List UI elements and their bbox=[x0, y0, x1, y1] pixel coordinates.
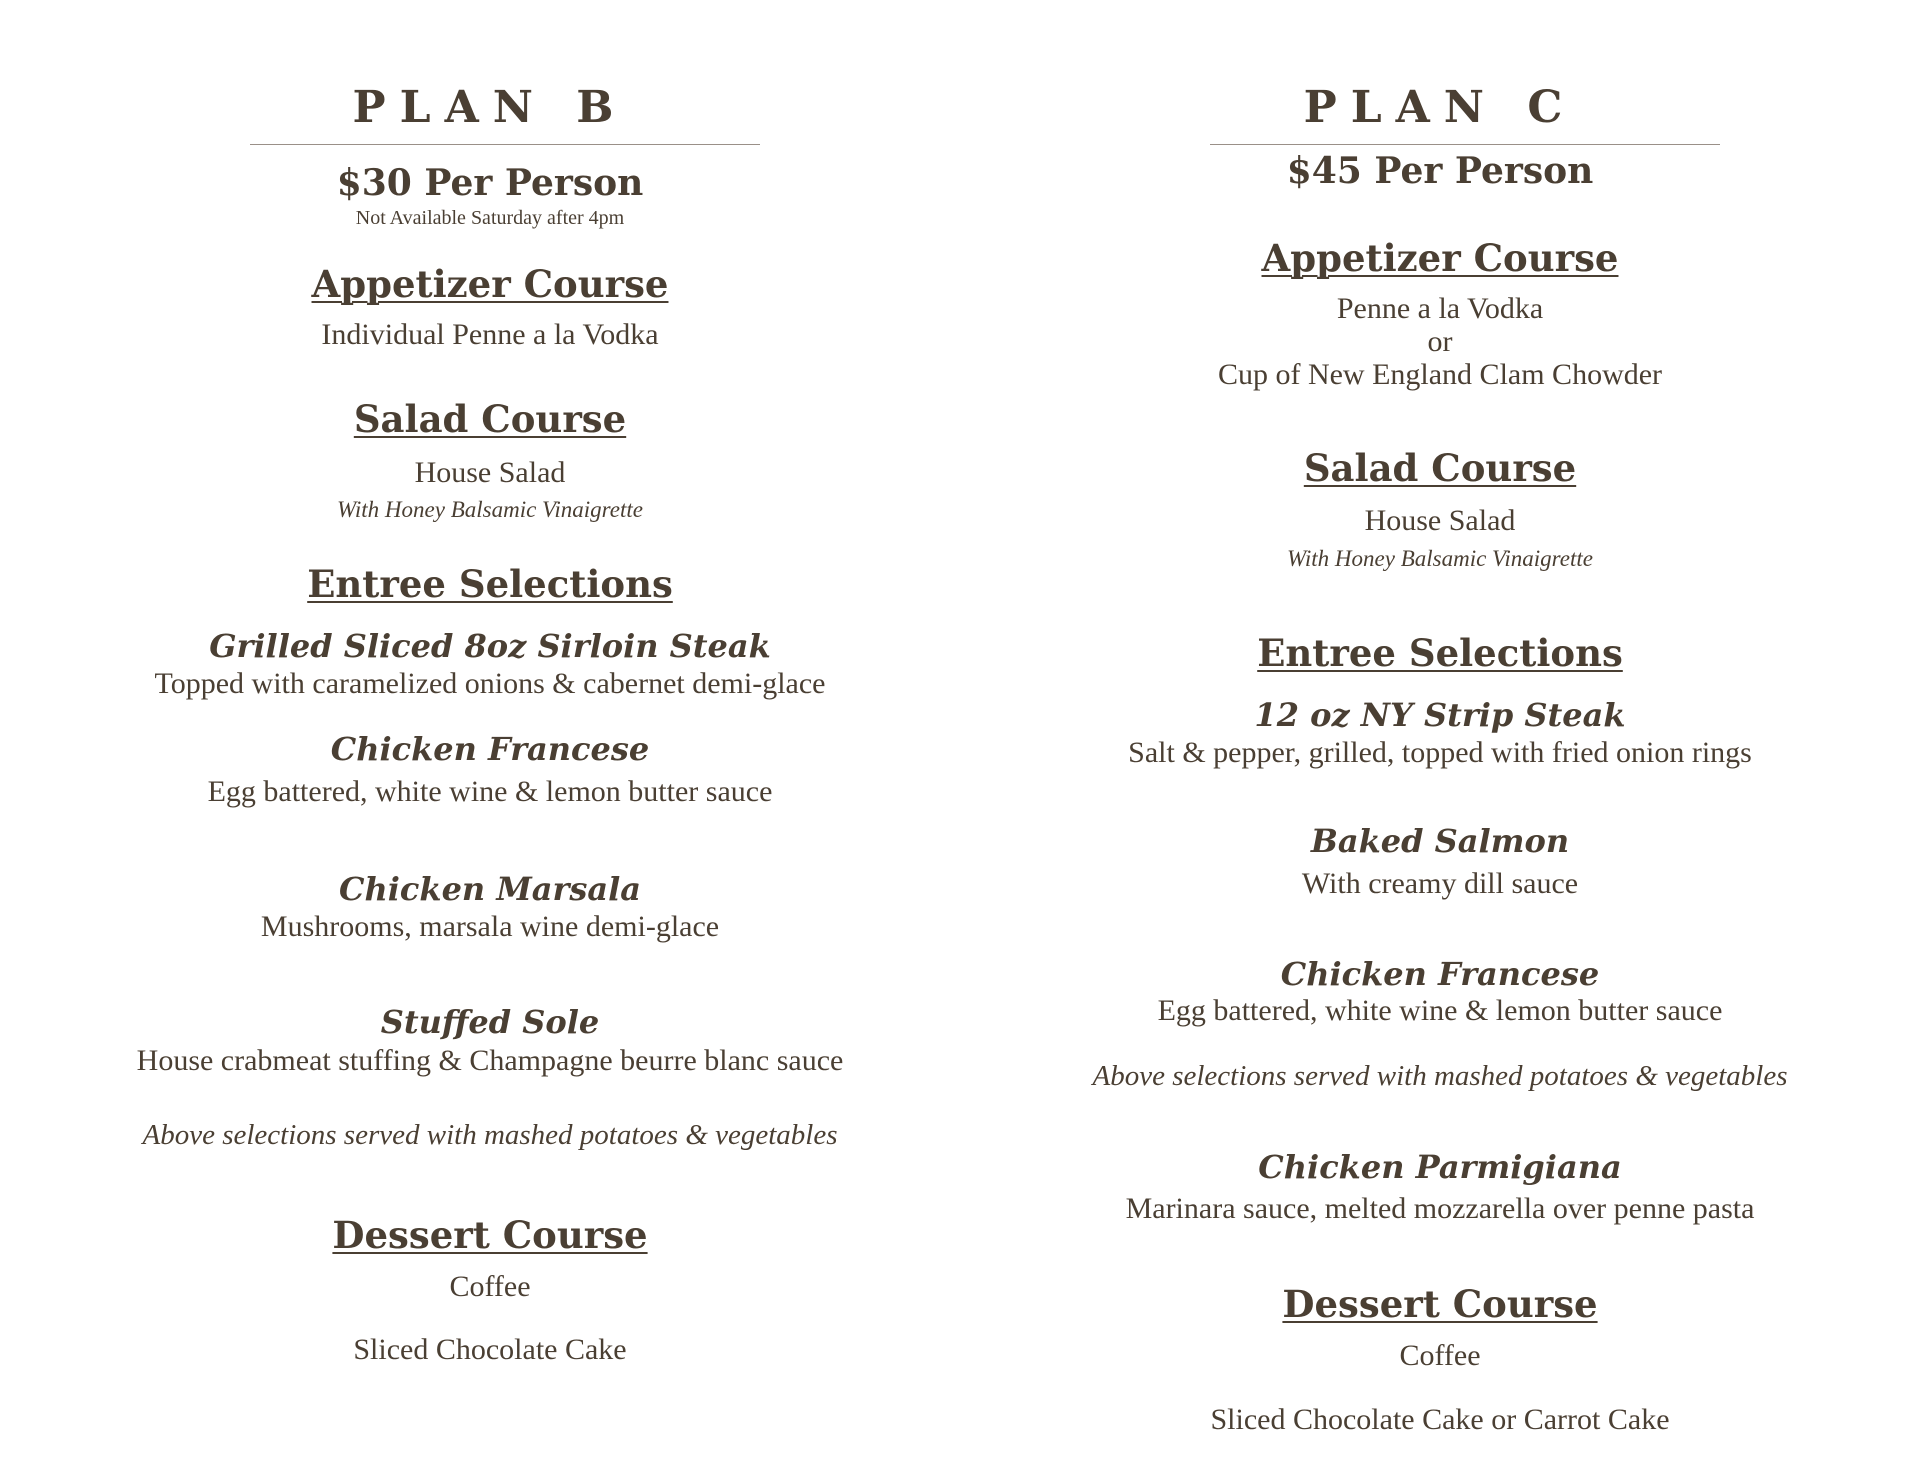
plan-c-appetizer-option: Penne a la Vodka bbox=[1336, 292, 1544, 325]
plan-b-dessert-item: Sliced Chocolate Cake bbox=[353, 1333, 627, 1366]
plan-b-availability-note: Not Available Saturday after 4pm bbox=[355, 207, 625, 229]
plan-c-entree-desc: Egg battered, white wine & lemon butter sauce bbox=[1157, 994, 1723, 1027]
plan-c-salad-heading: Salad Course bbox=[1303, 446, 1577, 490]
plan-b-appetizer-heading: Appetizer Course bbox=[311, 262, 669, 306]
plan-b-dessert-item: Coffee bbox=[449, 1270, 531, 1303]
plan-c-entree-heading: Entree Selections bbox=[1257, 631, 1623, 675]
plan-b-salad-item: House Salad bbox=[414, 456, 566, 489]
plan-c-price: $45 Per Person bbox=[1286, 150, 1594, 192]
plan-b-entree-desc: House crabmeat stuffing & Champagne beurre blanc sauce bbox=[136, 1044, 844, 1077]
plan-c-salad-dressing: With Honey Balsamic Vinaigrette bbox=[1287, 546, 1593, 571]
plan-c-dessert-item: Sliced Chocolate Cake or Carrot Cake bbox=[1210, 1403, 1670, 1436]
plan-c-title: PLAN C bbox=[1303, 82, 1577, 133]
plan-c-appetizer-option: Cup of New England Clam Chowder bbox=[1217, 358, 1663, 391]
plan-c-dessert-heading: Dessert Course bbox=[1282, 1282, 1598, 1326]
plan-c-entree-name: Chicken Parmigiana bbox=[1258, 1148, 1622, 1186]
plan-b-appetizer-item: Individual Penne a la Vodka bbox=[321, 318, 659, 351]
plan-b-entree-desc: Mushrooms, marsala wine demi-glace bbox=[260, 910, 720, 943]
plan-b-entree-name: Chicken Francese bbox=[330, 730, 650, 768]
plan-b-entree-name: Stuffed Sole bbox=[380, 1003, 600, 1041]
plan-b-entree-desc: Topped with caramelized onions & cabernet demi-glace bbox=[154, 667, 826, 700]
plan-c-appetizer-heading: Appetizer Course bbox=[1261, 236, 1619, 280]
plan-b-divider bbox=[250, 144, 760, 145]
plan-c-appetizer-or: or bbox=[1427, 325, 1453, 358]
plan-b-entree-heading: Entree Selections bbox=[307, 562, 673, 606]
plan-c-entree-name: Chicken Francese bbox=[1280, 955, 1600, 993]
plan-c-salad-item: House Salad bbox=[1364, 504, 1516, 537]
plan-b-price: $30 Per Person bbox=[336, 162, 644, 204]
plan-c-divider bbox=[1210, 144, 1720, 145]
plan-b-salad-heading: Salad Course bbox=[353, 397, 627, 441]
plan-b-entree-desc: Egg battered, white wine & lemon butter sauce bbox=[207, 775, 773, 808]
plan-c-entree-desc: With creamy dill sauce bbox=[1301, 867, 1579, 900]
plan-b-salad-dressing: With Honey Balsamic Vinaigrette bbox=[337, 497, 643, 522]
plan-b-entree-name: Grilled Sliced 8oz Sirloin Steak bbox=[209, 627, 771, 665]
plan-c-entree-desc: Marinara sauce, melted mozzarella over penne pasta bbox=[1125, 1192, 1755, 1225]
plan-c-entree-desc: Salt & pepper, grilled, topped with fried onion rings bbox=[1128, 736, 1752, 769]
plan-b-entree-name: Chicken Marsala bbox=[339, 870, 641, 908]
plan-c-dessert-item: Coffee bbox=[1399, 1339, 1481, 1372]
plan-b-dessert-heading: Dessert Course bbox=[332, 1213, 648, 1257]
plan-c-entree-name: 12 oz NY Strip Steak bbox=[1254, 696, 1626, 734]
plan-c-sides-note: Above selections served with mashed potatoes & vegetables bbox=[1092, 1060, 1788, 1092]
plan-c-entree-name: Baked Salmon bbox=[1310, 822, 1570, 860]
plan-b-sides-note: Above selections served with mashed potatoes & vegetables bbox=[142, 1119, 838, 1151]
plan-b-title: PLAN B bbox=[352, 82, 628, 133]
